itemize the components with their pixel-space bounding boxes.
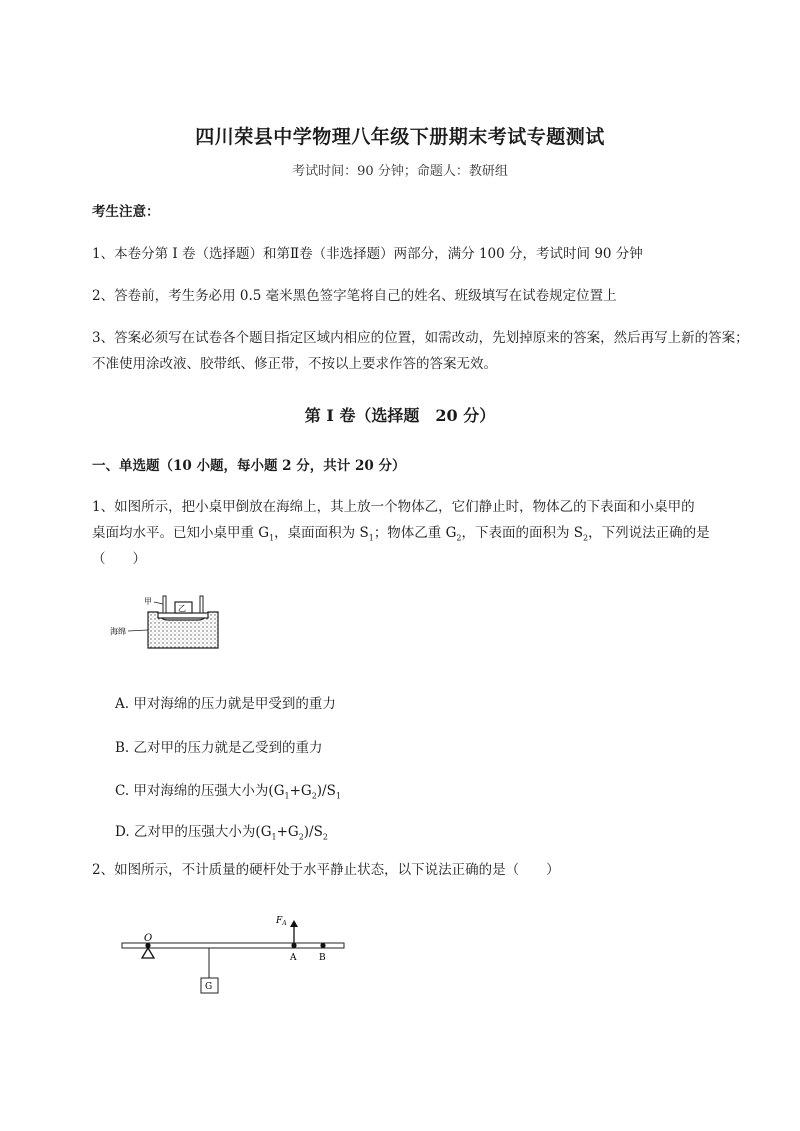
q1-text-part: ；物体乙重 G bbox=[373, 525, 457, 541]
label-b: B bbox=[319, 953, 326, 963]
option-text: +G bbox=[289, 783, 312, 799]
q1-line-1: 1、如图所示，把小桌甲倒放在海绵上，其上放一个物体乙，它们静止时，物体乙的下表面和小桌甲的 bbox=[92, 499, 695, 515]
page-title: 四川荣县中学物理八年级下册期末考试专题测试 bbox=[195, 126, 605, 148]
subscript: 1 bbox=[284, 791, 290, 801]
option-text: D. 乙对甲的压强大小为(G bbox=[115, 824, 272, 840]
subscript: 1 bbox=[335, 791, 341, 801]
table-leg bbox=[200, 596, 203, 613]
subscript: 1 bbox=[271, 832, 277, 842]
subscript: 2 bbox=[456, 533, 462, 543]
q2-text: 2、如图所示，不计质量的硬杆处于水平静止状态，以下说法正确的是（ ） bbox=[92, 862, 560, 878]
label-fa-sub: A bbox=[282, 920, 287, 927]
option-text: C. 甲对海绵的压强大小为(G bbox=[115, 783, 285, 799]
fulcrum-triangle bbox=[142, 948, 154, 958]
option-text: +G bbox=[276, 824, 299, 840]
subscript: 2 bbox=[583, 533, 589, 543]
pointer-line bbox=[154, 602, 163, 604]
table-leg bbox=[163, 596, 166, 613]
q1-text-part: ，下表面的面积为 S bbox=[461, 525, 584, 541]
q1-figure-sponge-table bbox=[110, 590, 230, 660]
point-a bbox=[291, 943, 296, 948]
label-sponge: 海绵 bbox=[110, 627, 126, 636]
label-f: F bbox=[276, 916, 283, 926]
subscript: 1 bbox=[269, 533, 275, 543]
notice-item-2: 2、答卷前，考生务必用 0.5 毫米黑色签字笔将自己的姓名、班级填写在试卷规定位置上 bbox=[92, 288, 617, 304]
option-text: )/S bbox=[303, 824, 323, 840]
force-arrowhead bbox=[290, 920, 298, 927]
q1-option-b[interactable]: B. 乙对甲的压力就是乙受到的重力 bbox=[115, 740, 323, 756]
notice-heading: 考生注意： bbox=[92, 204, 160, 220]
q1-line-3: （ ） bbox=[92, 551, 146, 567]
notice-item-1: 1、本卷分第 I 卷（选择题）和第Ⅱ卷（非选择题）两部分，满分 100 分，考试时间 90 分钟 bbox=[92, 246, 643, 262]
notice-item-3: 3、答案必须写在试卷各个题目指定区域内相应的位置，如需改动，先划掉原来的答案，然后再写上新的答案；不准使用涂改液、胶带纸、修正带，不按以上要求作答的答案无效。 bbox=[92, 330, 749, 372]
subscript: 1 bbox=[368, 533, 374, 543]
pointer-line bbox=[128, 630, 148, 631]
subscript: 2 bbox=[311, 791, 317, 801]
label-jia: 甲 bbox=[144, 597, 152, 606]
q1-text-part: ，桌面面积为 S bbox=[274, 525, 369, 541]
q1-option-a[interactable]: A. 甲对海绵的压力就是甲受到的重力 bbox=[115, 696, 336, 712]
part-heading: 一、单选题（10 小题，每小题 2 分，共计 20 分） bbox=[92, 458, 406, 474]
exam-info: 考试时间：90 分钟；命题人：教研组 bbox=[292, 164, 508, 179]
label-yi: 乙 bbox=[178, 604, 186, 613]
q1-text-part: 桌面均水平。已知小桌甲重 G bbox=[92, 525, 270, 541]
point-b bbox=[320, 943, 325, 948]
subscript: 2 bbox=[298, 832, 304, 842]
subscript: 2 bbox=[322, 832, 328, 842]
q1-option-d[interactable] bbox=[115, 820, 328, 842]
q1-option-c[interactable] bbox=[115, 779, 341, 801]
label-fa bbox=[275, 916, 287, 927]
label-g: G bbox=[205, 982, 213, 992]
section-title: 第 I 卷（选择题 20 分） bbox=[304, 406, 496, 425]
table-top bbox=[158, 613, 208, 618]
lever-rod bbox=[122, 943, 344, 948]
option-text: )/S bbox=[316, 783, 336, 799]
q2-figure-lever bbox=[118, 908, 358, 1000]
label-o: O bbox=[144, 933, 153, 944]
label-a: A bbox=[290, 953, 297, 963]
q1-text-part: ，下列说法正确的是 bbox=[588, 525, 710, 541]
